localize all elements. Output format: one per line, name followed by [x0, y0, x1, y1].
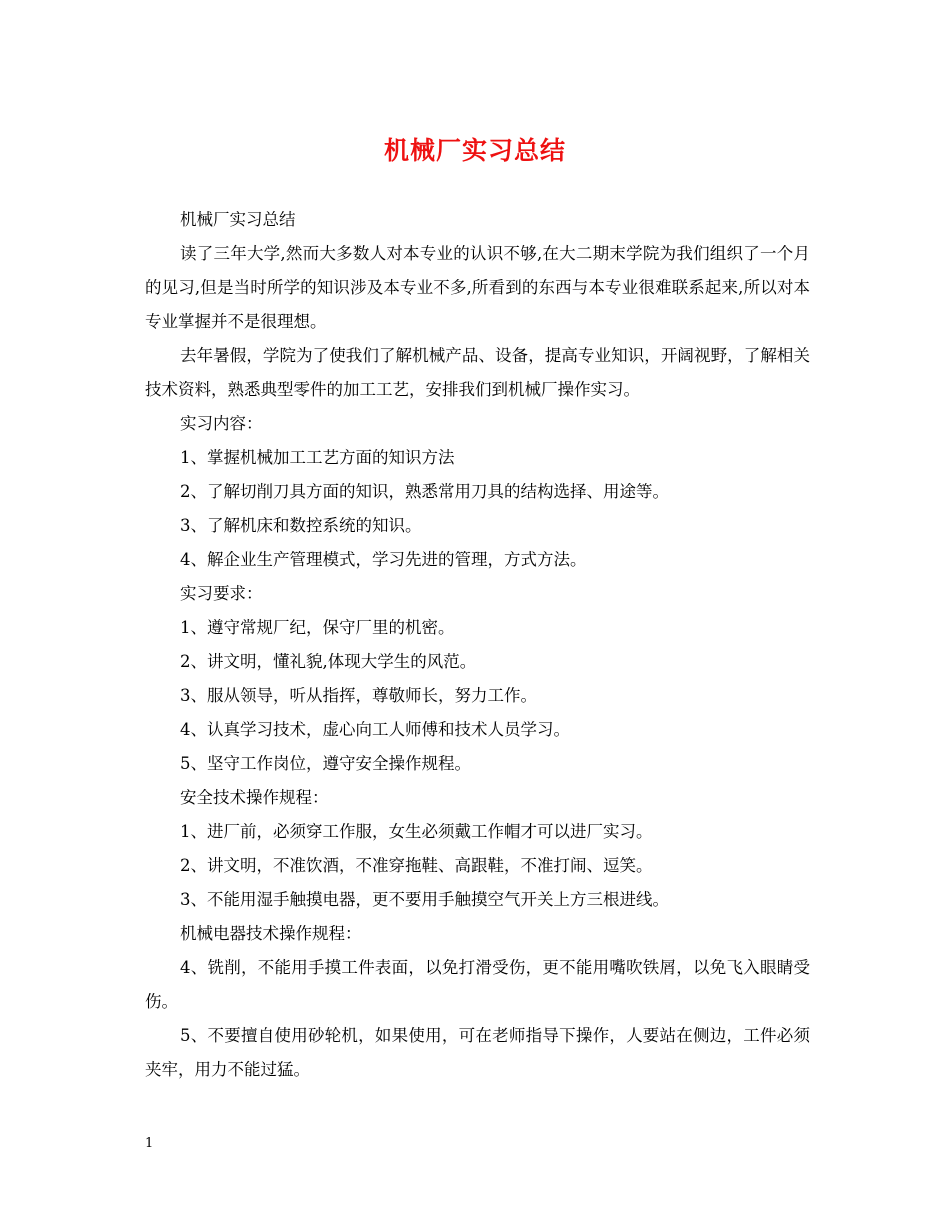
- paragraph: 读了三年大学,然而大多数人对本专业的认识不够,在大二期末学院为我们组织了一个月的见习,但是当时所学的知识涉及本专业不多,所看到的东西与本专业很难联系起来,所以对本专业掌握并不是很理想。: [145, 244, 810, 331]
- section-heading: 安全技术操作规程：: [180, 788, 329, 807]
- paragraph: 机械厂实习总结: [180, 210, 296, 229]
- list-item: 3、了解机床和数控系统的知识。: [180, 516, 422, 535]
- document-body: [145, 203, 810, 1087]
- list-item: 2、了解切削刀具方面的知识，熟悉常用刀具的结构选择、用途等。: [180, 482, 669, 501]
- list-item: 5、坚守工作岗位，遵守安全操作规程。: [180, 754, 471, 773]
- list-item: 2、讲文明，不准饮酒，不准穿拖鞋、高跟鞋，不准打闹、逗笑。: [180, 856, 653, 875]
- list-item: 3、服从领导，听从指挥，尊敬师长，努力工作。: [180, 686, 537, 705]
- list-item: 2、讲文明，懂礼貌,体现大学生的风范。: [180, 652, 477, 671]
- list-item: 1、遵守常规厂纪，保守厂里的机密。: [180, 618, 455, 637]
- page-number: 1: [145, 1136, 154, 1151]
- list-item: 4、铣削，不能用手摸工件表面，以免打滑受伤，更不能用嘴吹铁屑，以免飞入眼睛受伤。: [145, 958, 810, 1011]
- paragraph: 去年暑假，学院为了使我们了解机械产品、设备，提高专业知识，开阔视野，了解相关技术资料，熟悉典型零件的加工工艺，安排我们到机械厂操作实习。: [145, 346, 810, 399]
- list-item: 1、掌握机械加工工艺方面的知识方法: [180, 448, 455, 467]
- list-item: 5、不要擅自使用砂轮机，如果使用，可在老师指导下操作，人要站在侧边，工件必须夹牢，用力不能过猛。: [145, 1026, 810, 1079]
- section-heading: 实习要求：: [180, 584, 263, 603]
- document-title: 机械厂实习总结: [383, 136, 566, 165]
- list-item: 4、认真学习技术，虚心向工人师傅和技术人员学习。: [180, 720, 570, 739]
- list-item: 4、解企业生产管理模式，学习先进的管理，方式方法。: [180, 550, 587, 569]
- list-item: 1、进厂前，必须穿工作服，女生必须戴工作帽才可以进厂实习。: [180, 822, 653, 841]
- section-heading: 机械电器技术操作规程：: [180, 924, 362, 943]
- list-item: 3、不能用湿手触摸电器，更不要用手触摸空气开关上方三根进线。: [180, 890, 669, 909]
- section-heading: 实习内容：: [180, 414, 263, 433]
